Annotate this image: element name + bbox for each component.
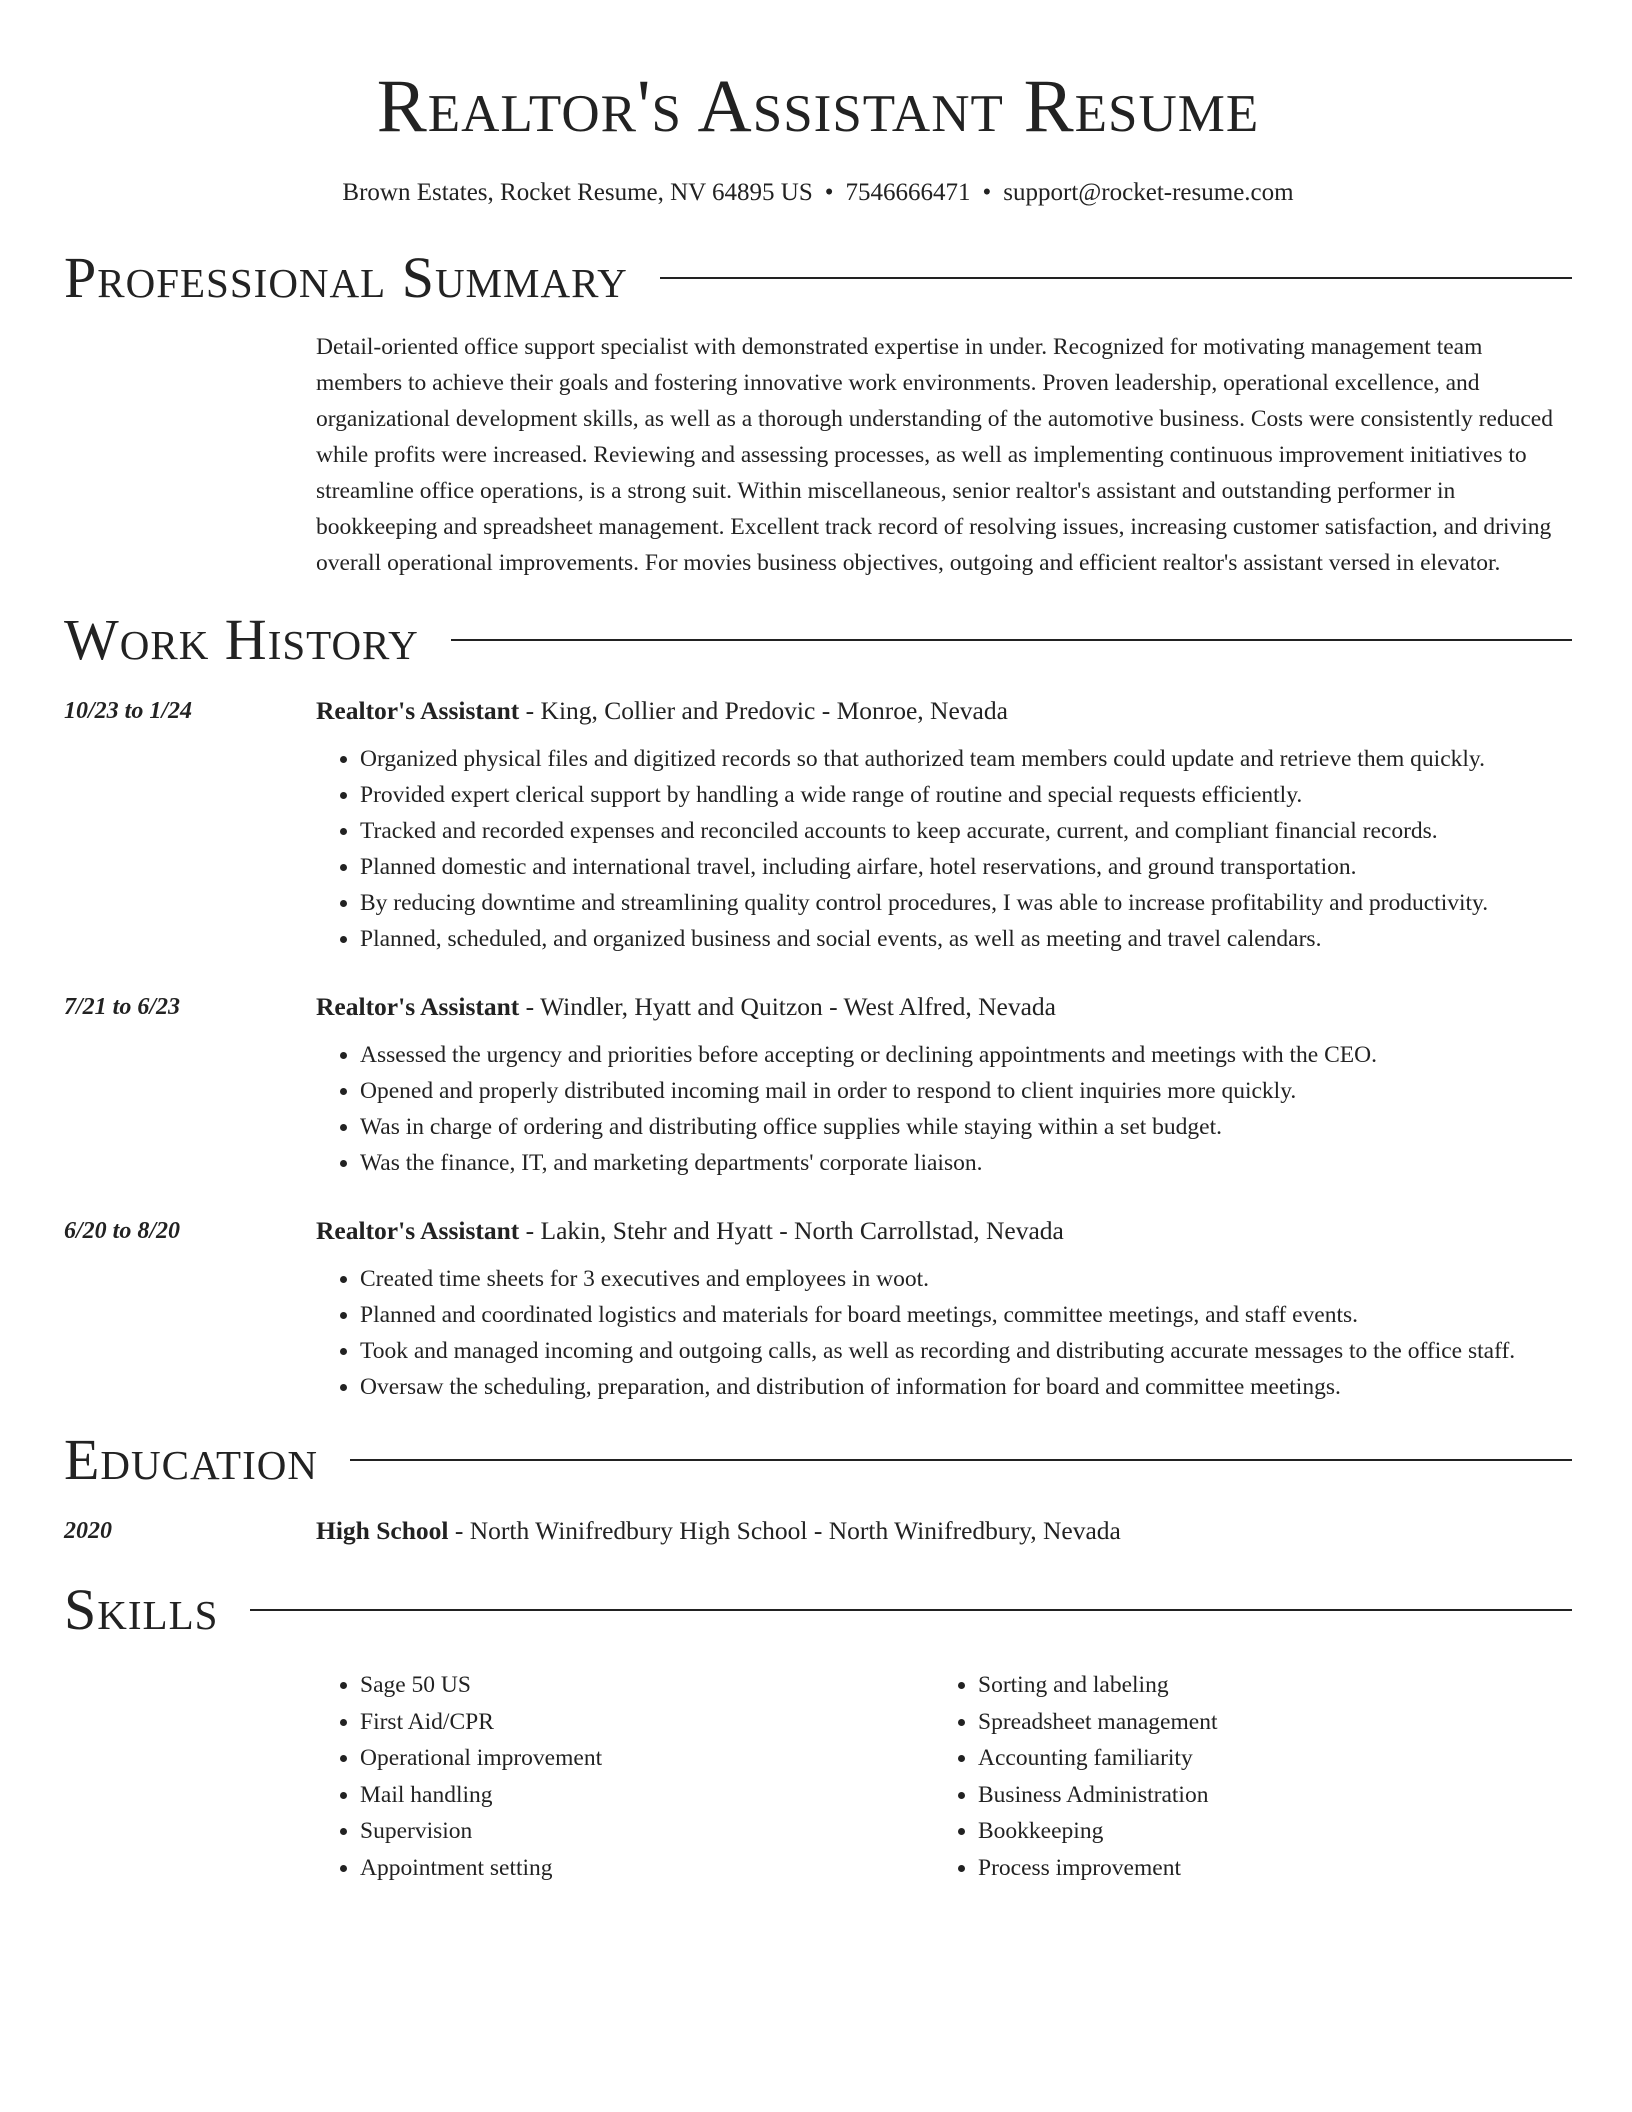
job-entry	[64, 987, 1572, 1181]
skills-section	[64, 1667, 1572, 1886]
education-details	[316, 1511, 1572, 1551]
education-year: 2020	[64, 1518, 112, 1544]
contact-address: Brown Estates, Rocket Resume, NV 64895 US	[342, 179, 813, 206]
job-duties	[316, 741, 1572, 957]
job-title: Realtor's Assistant	[316, 992, 520, 1021]
job-employer: - Windler, Hyatt and Quitzon - West Alfred, Nevada	[519, 992, 1056, 1021]
education-heading: Education	[64, 1427, 318, 1492]
summary-section-header	[64, 243, 1572, 313]
duty-item: • Was the finance, IT, and marketing departments' corporate liaison.	[360, 1145, 1572, 1181]
skill-item: • Process improvement	[978, 1850, 1552, 1887]
contact-line	[64, 177, 1572, 209]
duty-item: • Tracked and recorded expenses and reconciled accounts to keep accurate, current, and compliant financial records.	[360, 813, 1572, 849]
skill-item: • Business Administration	[978, 1777, 1552, 1814]
duty-item: • Organized physical files and digitized records so that authorized team members could update and retrieve them quickly.	[360, 741, 1572, 777]
skill-item: • Sage 50 US	[360, 1667, 934, 1704]
job-duties	[316, 1261, 1572, 1405]
resume-page	[64, 0, 1572, 1886]
duty-item: • Planned, scheduled, and organized business and social events, as well as meeting and travel calendars.	[360, 921, 1572, 957]
job-duties	[316, 1037, 1572, 1181]
education-degree: High School	[316, 1516, 449, 1545]
skill-item: • Operational improvement	[360, 1740, 934, 1777]
work-heading: Work History	[64, 607, 419, 672]
summary-text: Detail-oriented office support specialist with demonstrated expertise in under. Recognized for motivating management team members to achieve their goals and fostering innovative work environments. Proven leadership, operational excellence, and organizational development skills, as well as a thorough understanding of the automotive business. Costs were consistently reduced while profits were increased. Reviewing and assessing processes, as well as implementing continuous improvement initiatives to streamline office operations, is a strong suit. Within miscellaneous, senior realtor's assistant and outstanding performer in bookkeeping and spreadsheet management. Excellent track record of resolving issues, increasing customer satisfaction, and driving overall operational improvements. For movies business objectives, outgoing and efficient realtor's assistant versed in elevator.	[316, 334, 1553, 576]
job-entry	[64, 691, 1572, 957]
section-divider	[350, 1459, 1572, 1461]
duty-item: • Took and managed incoming and outgoing calls, as well as recording and distributing accurate messages to the office staff.	[360, 1333, 1572, 1369]
skills-columns	[316, 1667, 1572, 1886]
skills-list-right	[934, 1667, 1552, 1886]
job-dates: 7/21 to 6/23	[64, 994, 181, 1020]
job-dates: 6/20 to 8/20	[64, 1218, 181, 1244]
job-employer: - Lakin, Stehr and Hyatt - North Carrollstad, Nevada	[519, 1216, 1064, 1245]
skill-item: • Mail handling	[360, 1777, 934, 1814]
contact-email: support@rocket-resume.com	[1003, 179, 1294, 206]
contact-phone: 7546666471	[845, 179, 971, 206]
skill-item: • Accounting familiarity	[978, 1740, 1552, 1777]
duty-item: • Planned domestic and international travel, including airfare, hotel reservations, and ground transportation.	[360, 849, 1572, 885]
job-entry	[64, 1211, 1572, 1405]
duty-item: • Provided expert clerical support by handling a wide range of routine and special requests efficiently.	[360, 777, 1572, 813]
job-dates: 10/23 to 1/24	[64, 698, 193, 724]
job-employer: - King, Collier and Predovic - Monroe, Nevada	[519, 696, 1008, 725]
duty-item: • Assessed the urgency and priorities before accepting or declining appointments and meetings with the CEO.	[360, 1037, 1572, 1073]
education-entry	[64, 1511, 1572, 1551]
job-header	[316, 987, 1572, 1027]
duty-item: • Oversaw the scheduling, preparation, and distribution of information for board and committee meetings.	[360, 1369, 1572, 1405]
skill-item: • Appointment setting	[360, 1850, 934, 1887]
skill-item: • Sorting and labeling	[978, 1667, 1552, 1704]
contact-separator: •	[824, 179, 834, 206]
skills-list-left	[316, 1667, 934, 1886]
skills-section-header	[64, 1575, 1572, 1645]
duty-item: • Created time sheets for 3 executives and employees in woot.	[360, 1261, 1572, 1297]
job-header	[316, 1211, 1572, 1251]
section-divider	[660, 277, 1572, 279]
skill-item: • Spreadsheet management	[978, 1704, 1552, 1741]
section-divider	[250, 1609, 1572, 1611]
job-header	[316, 691, 1572, 731]
duty-item: • Was in charge of ordering and distributing office supplies while staying within a set budget.	[360, 1109, 1572, 1145]
skills-heading: Skills	[64, 1577, 219, 1642]
contact-separator: •	[982, 179, 992, 206]
duty-item: • Opened and properly distributed incoming mail in order to respond to client inquiries more quickly.	[360, 1073, 1572, 1109]
work-section-header	[64, 605, 1572, 675]
skill-item: • First Aid/CPR	[360, 1704, 934, 1741]
job-title: Realtor's Assistant	[316, 1216, 520, 1245]
duty-item: • Planned and coordinated logistics and materials for board meetings, committee meetings, and staff events.	[360, 1297, 1572, 1333]
skill-item: • Bookkeeping	[978, 1813, 1552, 1850]
education-school: - North Winifredbury High School - North Winifredbury, Nevada	[448, 1516, 1121, 1545]
duty-item: • By reducing downtime and streamlining quality control procedures, I was able to increase profitability and productivity.	[360, 885, 1572, 921]
education-section-header	[64, 1425, 1572, 1495]
summary-section	[64, 329, 1572, 581]
job-title: Realtor's Assistant	[316, 696, 520, 725]
skill-item: • Supervision	[360, 1813, 934, 1850]
section-divider	[451, 639, 1572, 641]
summary-heading: Professional Summary	[64, 245, 628, 310]
resume-title: Realtor's Assistant Resume	[376, 65, 1260, 148]
